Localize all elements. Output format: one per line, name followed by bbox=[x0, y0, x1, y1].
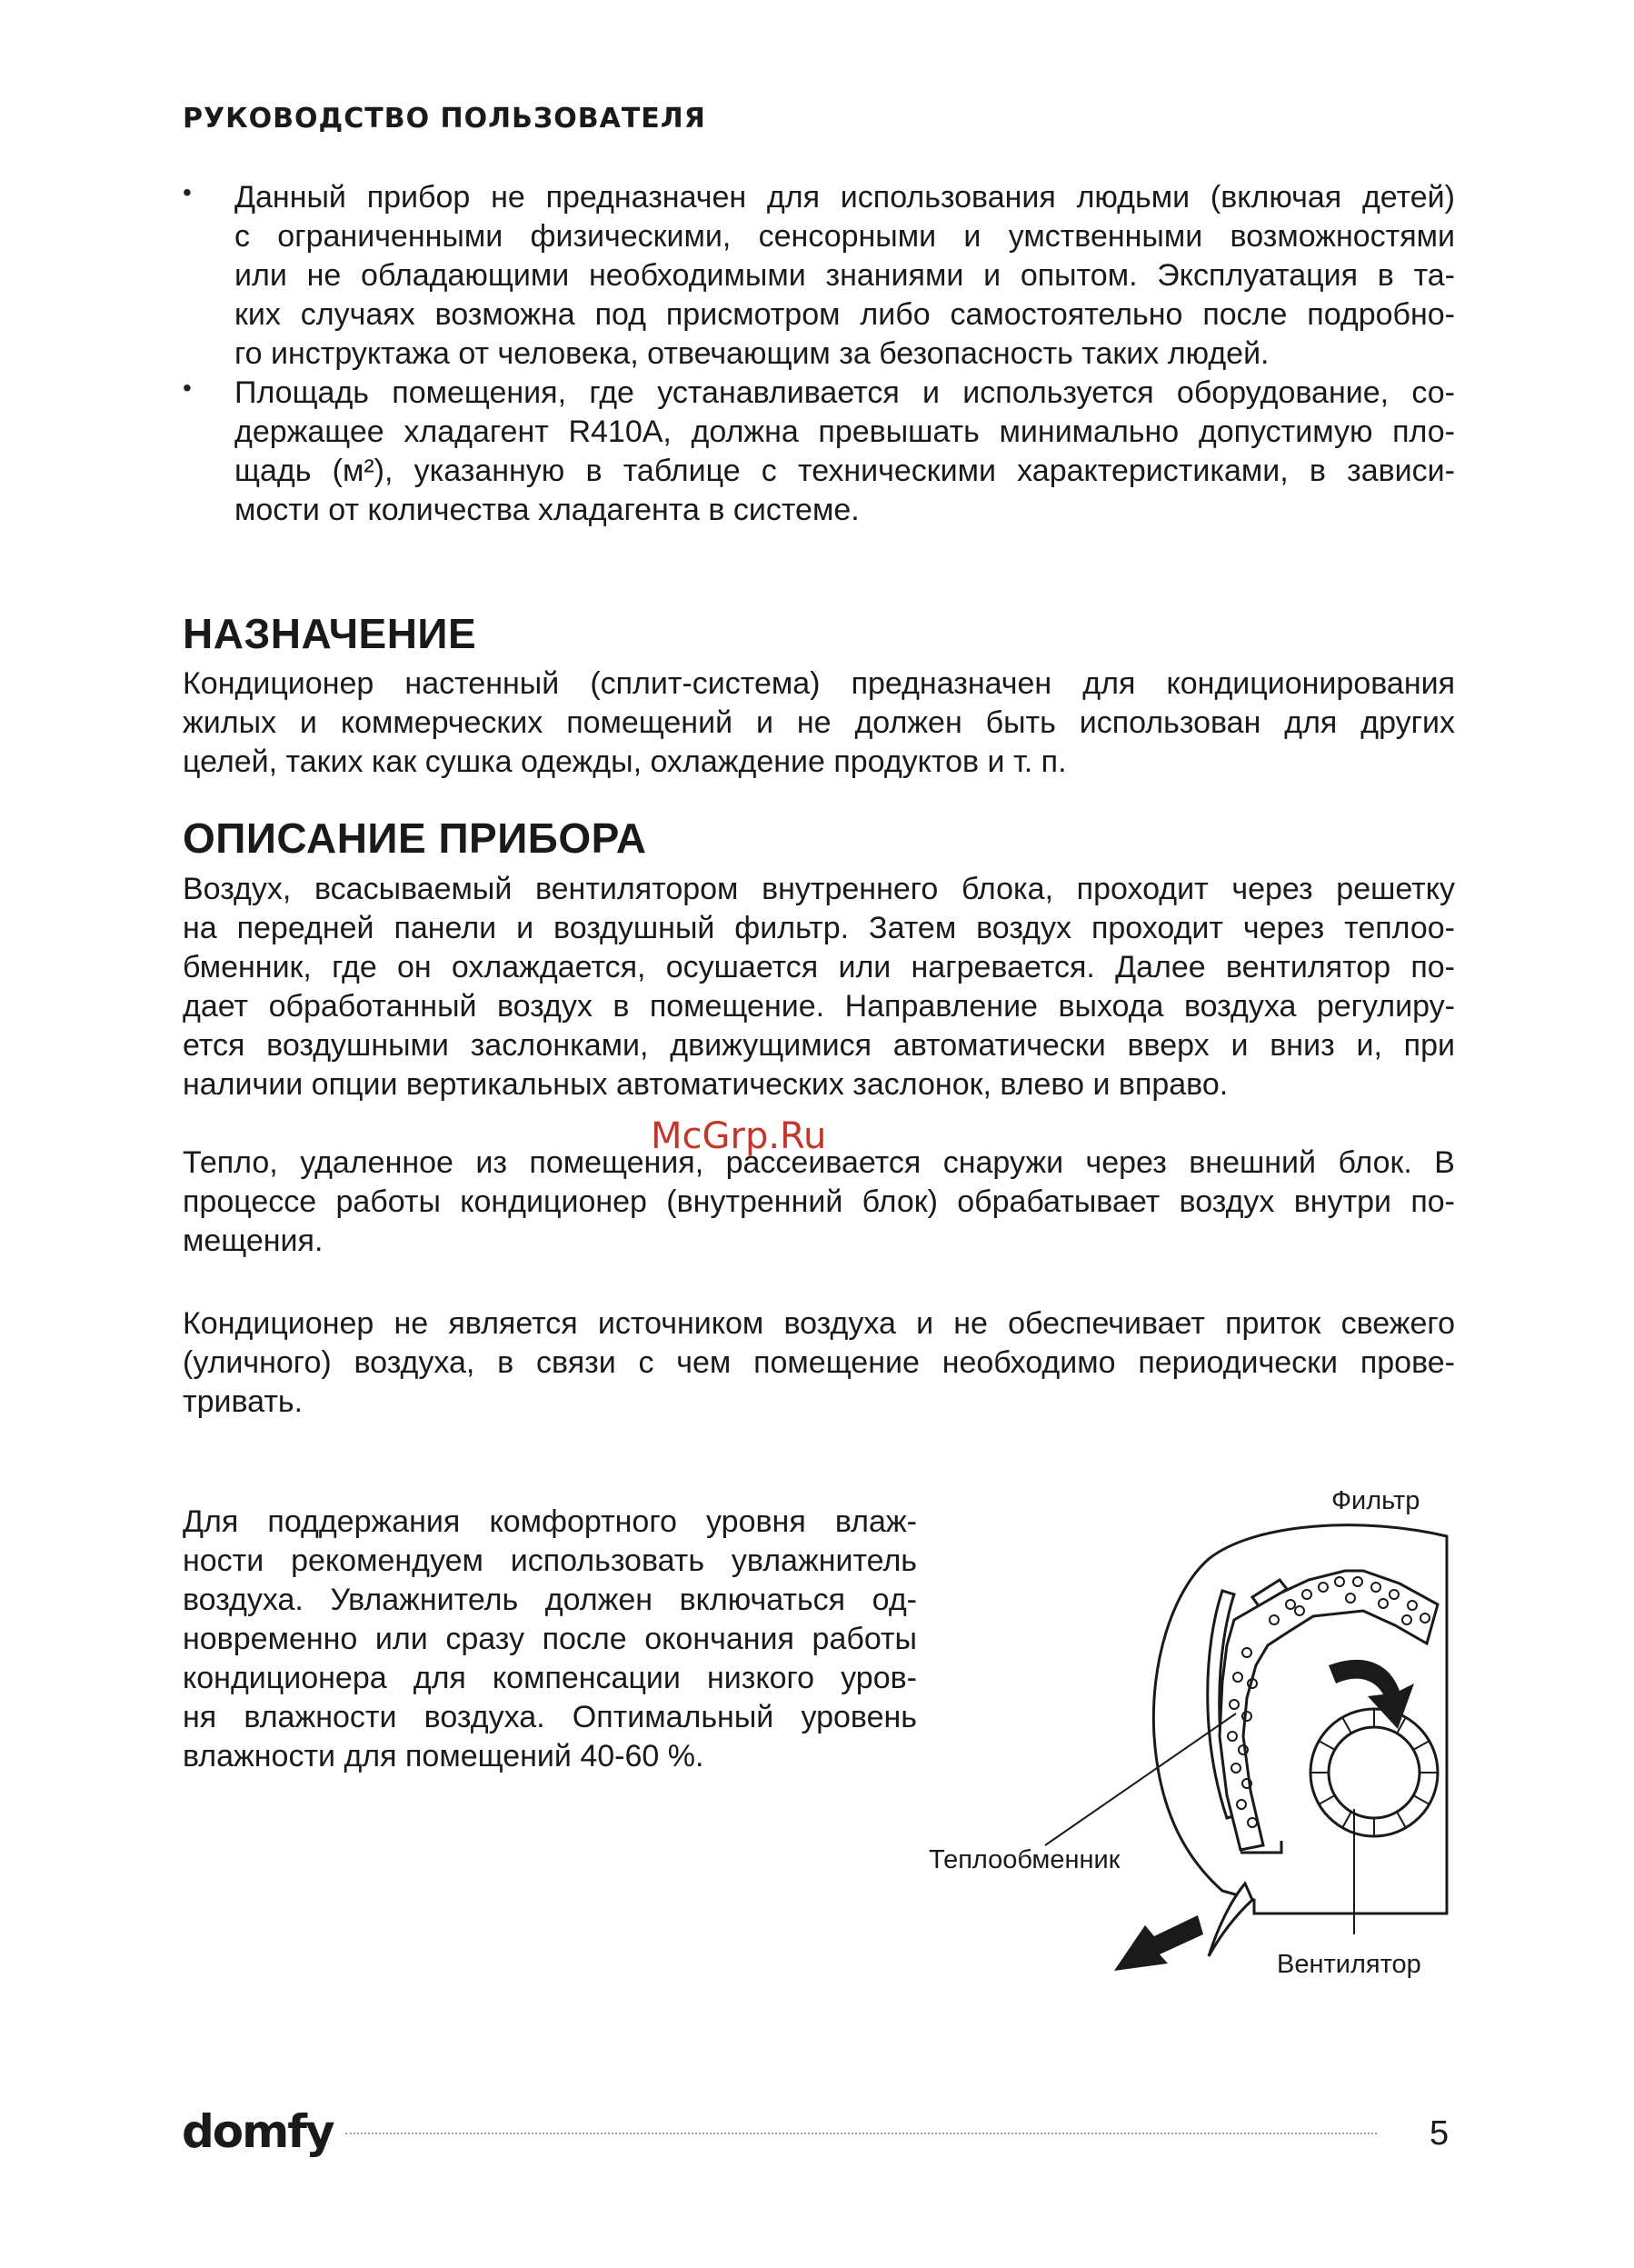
section-heading-purpose: НАЗНАЧЕНИЕ bbox=[183, 610, 477, 657]
text-line: воздуха. Увлажнитель должен включаться од- bbox=[183, 1583, 917, 1617]
text-line: • Площадь помещения, где устанавливается и используется оборудование, со- bbox=[234, 375, 1455, 410]
humidity-paragraph bbox=[183, 1503, 917, 1776]
text-line: • Данный прибор не предназначен для использования людьми (включая детей) bbox=[234, 180, 1455, 215]
text-line: (уличного) воздуха, в связи с чем помещение необходимо периодически прове- bbox=[183, 1345, 1455, 1380]
text-line: Кондиционер не является источником воздуха и не обеспечивает приток свежего bbox=[183, 1306, 1455, 1341]
description-paragraph-2 bbox=[183, 1144, 1455, 1261]
outflow-arrow-icon bbox=[1114, 1915, 1203, 1971]
text-line: бменник, где он охлаждается, осушается или нагревается. Далее вентилятор по- bbox=[183, 950, 1455, 984]
air-conditioner-diagram bbox=[909, 1473, 1490, 1982]
watermark-text: McGrp.Ru bbox=[651, 1115, 827, 1157]
fan-label: Вентилятор bbox=[1277, 1950, 1421, 1979]
footer-divider bbox=[345, 2133, 1377, 2134]
leader-lines bbox=[1045, 1713, 1354, 1934]
text-line: процессе работы кондиционер (внутренний блок) обрабатывает воздух внутри по- bbox=[183, 1184, 1455, 1219]
air-filter-mesh bbox=[1220, 1571, 1438, 1850]
bullet-item bbox=[183, 374, 1455, 530]
page-header-title: РУКОВОДСТВО ПОЛЬЗОВАТЕЛЯ bbox=[183, 103, 706, 135]
text-line: мещения. bbox=[183, 1224, 324, 1258]
text-line: Для поддержания комфортного уровня влаж- bbox=[183, 1504, 917, 1539]
text-line: ности рекомендуем использовать увлажнитель bbox=[183, 1544, 917, 1578]
text-line: на передней панели и воздушный фильтр. Затем воздух проходит через теплоо- bbox=[183, 911, 1455, 945]
heat-exchanger-label: Теплообменник bbox=[929, 1845, 1121, 1874]
text-line: держащее хладагент R410A, должна превышать минимально допустимую пло- bbox=[234, 415, 1455, 449]
text-line: тривать. bbox=[183, 1384, 304, 1419]
purpose-paragraph bbox=[183, 664, 1455, 782]
text-line: кондиционера для компенсации низкого уров- bbox=[183, 1661, 917, 1695]
text-line: целей, таких как сушка одежды, охлаждение продуктов и т. п. bbox=[183, 744, 1067, 779]
fan-wheel bbox=[1310, 1709, 1438, 1836]
text-line: новременно или сразу после окончания работы bbox=[183, 1622, 917, 1656]
text-line: Кондиционер настенный (сплит-система) предназначен для кондиционирования bbox=[183, 666, 1455, 701]
page-number: 5 bbox=[1430, 2114, 1450, 2153]
text-line: го инструктажа от человека, отвечающим за безопасность таких людей. bbox=[234, 336, 1270, 371]
text-line: ется воздушными заслонками, движущимися автоматически вверх и вниз и, при bbox=[183, 1028, 1455, 1063]
text-line: влажности для помещений 40-60 %. bbox=[183, 1739, 704, 1773]
brand-logo: domfy bbox=[182, 2105, 334, 2158]
text-line: наличии опции вертикальных автоматических заслонок, влево и вправо. bbox=[183, 1067, 1229, 1102]
text-line: ня влажности воздуха. Оптимальный уровень bbox=[183, 1700, 917, 1734]
text-line: или не обладающими необходимыми знаниями и опытом. Эксплуатация в та- bbox=[234, 258, 1455, 293]
text-line: жилых и коммерческих помещений и не должен быть использован для других bbox=[183, 705, 1455, 740]
description-paragraph-1 bbox=[183, 870, 1455, 1104]
text-line: дает обработанный воздух в помещение. Направление выхода воздуха регулиру- bbox=[183, 989, 1455, 1024]
section-heading-description: ОПИСАНИЕ ПРИБОРА bbox=[183, 814, 647, 862]
description-paragraph-3 bbox=[183, 1304, 1455, 1422]
filter-label: Фильтр bbox=[1331, 1486, 1420, 1515]
text-line: с ограниченными физическими, сенсорными и умственными возможностями bbox=[234, 219, 1455, 254]
bullet-item bbox=[183, 178, 1455, 374]
outlet-louver bbox=[1209, 1841, 1281, 1956]
bullet-list bbox=[183, 178, 1455, 530]
text-line: Воздух, всасываемый вентилятором внутреннего блока, проходит через решетку bbox=[183, 872, 1455, 906]
text-line: мости от количества хладагента в системе. bbox=[234, 493, 860, 527]
text-line: ких случаях возможна под присмотром либо самостоятельно после подробно- bbox=[234, 297, 1455, 332]
text-line: щадь (м²), указанную в таблице с техническими характеристиками, в зависи- bbox=[234, 454, 1455, 488]
text-line: Тепло, удаленное из помещения, рассеивается снаружи через внешний блок. В bbox=[183, 1145, 1455, 1180]
